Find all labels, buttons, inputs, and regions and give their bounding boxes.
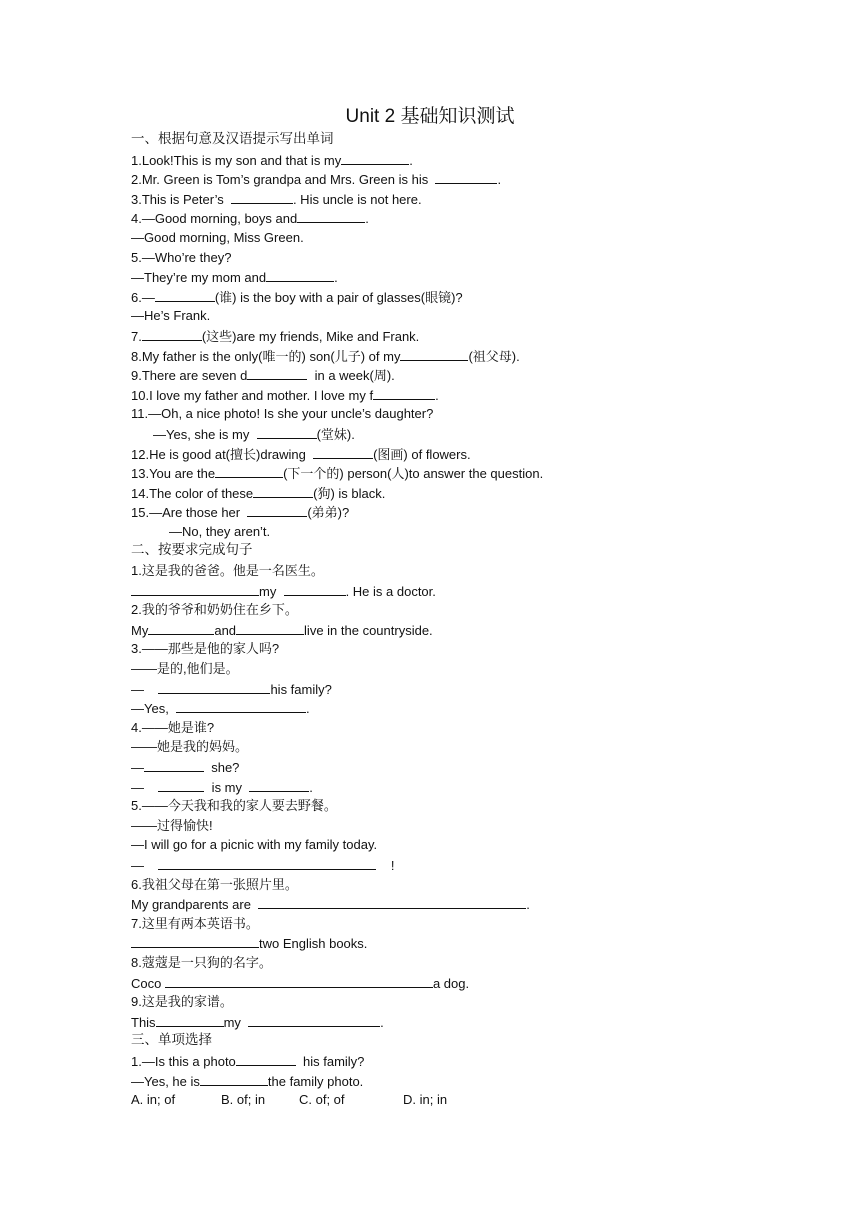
answer-blank[interactable] bbox=[257, 424, 317, 439]
question-line: 7.这里有两本英语书。 bbox=[131, 915, 259, 931]
question-line: —I will go for a picnic with my family today. bbox=[131, 837, 378, 853]
question-line: ——过得愉快! bbox=[131, 817, 213, 833]
choice-options bbox=[131, 1090, 831, 1110]
question-line: 3.This is Peter’s . His uncle is not here. bbox=[131, 189, 831, 209]
answer-blank[interactable] bbox=[165, 973, 433, 988]
question-line: — she? bbox=[131, 757, 831, 777]
question-line: my . He is a doctor. bbox=[131, 581, 831, 601]
answer-blank[interactable] bbox=[158, 679, 270, 694]
answer-blank[interactable] bbox=[231, 189, 293, 204]
question-line: —No, they aren’t. bbox=[169, 523, 271, 539]
question-line: Coco a dog. bbox=[131, 973, 831, 993]
option-a[interactable]: A. in; of bbox=[131, 1092, 176, 1108]
question-line: My and live in the countryside. bbox=[131, 620, 831, 640]
answer-blank[interactable] bbox=[200, 1071, 268, 1086]
question-line: 8.My father is the only(唯一的) son(儿子) of my (祖父母). bbox=[131, 346, 831, 366]
question-line: 1.Look!This is my son and that is my . bbox=[131, 150, 831, 170]
answer-blank[interactable] bbox=[373, 385, 435, 400]
answer-blank[interactable] bbox=[266, 267, 334, 282]
answer-blank[interactable] bbox=[155, 287, 215, 302]
page-title: Unit 2 基础知识测试 bbox=[345, 106, 515, 127]
answer-blank[interactable] bbox=[158, 777, 204, 792]
question-line: 6.— (谁) is the boy with a pair of glasses(眼镜)? bbox=[131, 287, 831, 307]
answer-blank[interactable] bbox=[341, 150, 409, 165]
answer-blank[interactable] bbox=[247, 502, 307, 517]
question-line: 9.There are seven d in a week(周). bbox=[131, 365, 831, 385]
question-line: 4.——她是谁? bbox=[131, 719, 215, 735]
question-line: 14.The color of these (狗) is black. bbox=[131, 483, 831, 503]
question-line: My grandparents are . bbox=[131, 894, 831, 914]
question-line: 1.—Is this a photo his family? bbox=[131, 1051, 831, 1071]
answer-blank[interactable] bbox=[215, 463, 283, 478]
question-line: 9.这是我的家谱。 bbox=[131, 994, 233, 1010]
question-line: 3.——那些是他的家人吗? bbox=[131, 641, 280, 657]
answer-blank[interactable] bbox=[297, 208, 365, 223]
question-line: 5.——今天我和我的家人要去野餐。 bbox=[131, 798, 337, 814]
answer-blank[interactable] bbox=[400, 346, 468, 361]
question-line: 12.He is good at(擅长)drawing (图画) of flowers. bbox=[131, 444, 831, 464]
question-line: 10.I love my father and mother. I love my f . bbox=[131, 385, 831, 405]
question-line: —Yes, . bbox=[131, 698, 831, 718]
answer-blank[interactable] bbox=[248, 1012, 380, 1027]
answer-blank[interactable] bbox=[156, 1012, 224, 1027]
question-line: 7. (这些)are my friends, Mike and Frank. bbox=[131, 326, 831, 346]
question-line: 13.You are the (下一个的) person(人)to answer the question. bbox=[131, 463, 831, 483]
answer-blank[interactable] bbox=[247, 365, 307, 380]
question-line: 2.我的爷爷和奶奶住在乡下。 bbox=[131, 602, 298, 618]
answer-blank[interactable] bbox=[142, 326, 202, 341]
answer-blank[interactable] bbox=[131, 581, 259, 596]
option-b[interactable]: B. of; in bbox=[221, 1092, 266, 1108]
answer-blank[interactable] bbox=[284, 581, 346, 596]
question-line: ——她是我的妈妈。 bbox=[131, 739, 249, 755]
answer-blank[interactable] bbox=[158, 855, 376, 870]
question-line: 1.这是我的爸爸。他是一名医生。 bbox=[131, 563, 324, 579]
question-line: 2.Mr. Green is Tom’s grandpa and Mrs. Green is his . bbox=[131, 169, 831, 189]
question-line: — ! bbox=[131, 855, 831, 875]
question-line: — is my . bbox=[131, 777, 831, 797]
answer-blank[interactable] bbox=[249, 777, 309, 792]
answer-blank[interactable] bbox=[236, 1051, 296, 1066]
section-3-heading: 三、单项选择 bbox=[131, 1032, 212, 1049]
question-line: 11.—Oh, a nice photo! Is she your uncle’s daughter? bbox=[131, 406, 434, 422]
question-line: 4.—Good morning, boys and . bbox=[131, 208, 831, 228]
answer-blank[interactable] bbox=[435, 169, 497, 184]
question-line: —Yes, he is the family photo. bbox=[131, 1071, 831, 1091]
section-2-heading: 二、按要求完成句子 bbox=[131, 542, 253, 559]
answer-blank[interactable] bbox=[313, 444, 373, 459]
section-1-heading: 一、根据句意及汉语提示写出单词 bbox=[131, 131, 334, 147]
answer-blank[interactable] bbox=[176, 698, 306, 713]
question-line: —They’re my mom and . bbox=[131, 267, 831, 287]
question-line: 5.—Who’re they? bbox=[131, 249, 232, 265]
question-line: —He’s Frank. bbox=[131, 308, 211, 324]
answer-blank[interactable] bbox=[253, 483, 313, 498]
answer-blank[interactable] bbox=[144, 757, 204, 772]
answer-blank[interactable] bbox=[258, 894, 526, 909]
answer-blank[interactable] bbox=[131, 933, 259, 948]
question-line: 6.我祖父母在第一张照片里。 bbox=[131, 876, 298, 892]
option-d[interactable]: D. in; in bbox=[403, 1092, 448, 1108]
answer-blank[interactable] bbox=[148, 620, 214, 635]
question-line: two English books. bbox=[131, 933, 831, 953]
question-line: —Yes, she is my (堂妹). bbox=[131, 424, 831, 444]
question-line: This my . bbox=[131, 1012, 831, 1032]
question-line: 8.蔻蔻是一只狗的名字。 bbox=[131, 954, 272, 970]
question-line: — his family? bbox=[131, 679, 831, 699]
option-c[interactable]: C. of; of bbox=[299, 1092, 345, 1108]
worksheet-content bbox=[131, 130, 831, 1110]
question-line: ——是的,他们是。 bbox=[131, 661, 239, 677]
question-line: 15.—Are those her (弟弟)? bbox=[131, 502, 831, 522]
question-line: —Good morning, Miss Green. bbox=[131, 229, 304, 245]
answer-blank[interactable] bbox=[236, 620, 304, 635]
